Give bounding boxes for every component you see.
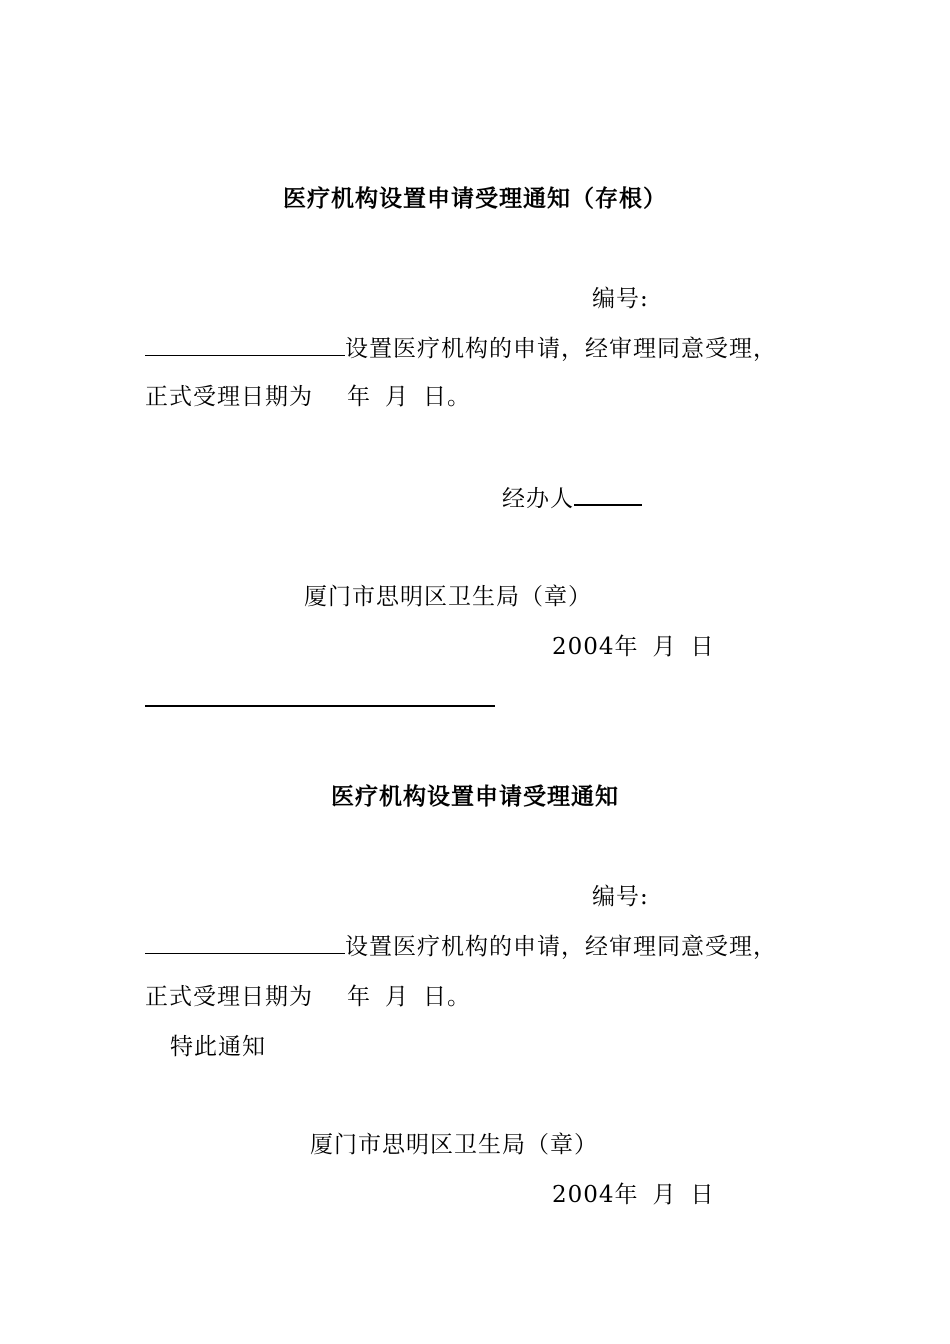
notice-date-day-label: 日 bbox=[690, 1182, 715, 1208]
stub-handler-blank[interactable] bbox=[574, 484, 642, 506]
stub-date-year: 2004 bbox=[552, 634, 615, 660]
notice-date-year-label: 年 bbox=[614, 1182, 639, 1208]
stub-issue-date bbox=[552, 632, 715, 662]
notice-application-line bbox=[145, 932, 777, 962]
notice-date-line bbox=[145, 982, 471, 1012]
stub-date-year-label: 年 bbox=[614, 634, 639, 660]
stub-issuer: 厦门市思明区卫生局（章） bbox=[304, 584, 592, 610]
stub-date-month-label: 月 bbox=[652, 634, 677, 660]
stub-date-yue: 月 bbox=[385, 384, 409, 410]
stub-application-text: 设置医疗机构的申请，经审理同意受理， bbox=[345, 336, 777, 362]
notice-date-ri: 日。 bbox=[423, 984, 471, 1010]
notice-date-month-label: 月 bbox=[652, 1182, 677, 1208]
stub-number-label: 编号: bbox=[592, 286, 649, 312]
stub-date-day-label: 日 bbox=[690, 634, 715, 660]
notice-number-label: 编号: bbox=[592, 884, 649, 910]
notice-closing: 特此通知 bbox=[170, 1034, 266, 1060]
notice-issuer: 厦门市思明区卫生局（章） bbox=[310, 1132, 598, 1158]
stub-application-line bbox=[145, 334, 777, 364]
stub-date-nian: 年 bbox=[347, 384, 371, 410]
cut-line-divider bbox=[145, 705, 495, 707]
notice-applicant-blank[interactable] bbox=[145, 933, 345, 954]
notice-date-prefix: 正式受理日期为 bbox=[145, 984, 313, 1010]
stub-applicant-blank[interactable] bbox=[145, 335, 345, 356]
notice-title: 医疗机构设置申请受理通知 bbox=[331, 783, 619, 810]
notice-date-nian: 年 bbox=[347, 984, 371, 1010]
notice-issue-date bbox=[552, 1180, 715, 1210]
stub-date-prefix: 正式受理日期为 bbox=[145, 384, 313, 410]
stub-handler-line bbox=[502, 484, 642, 514]
stub-date-line bbox=[145, 382, 471, 412]
notice-date-year: 2004 bbox=[552, 1182, 615, 1208]
stub-title: 医疗机构设置申请受理通知（存根） bbox=[283, 185, 667, 212]
stub-handler-label: 经办人 bbox=[502, 486, 574, 512]
notice-application-text: 设置医疗机构的申请，经审理同意受理， bbox=[345, 934, 777, 960]
notice-date-yue: 月 bbox=[385, 984, 409, 1010]
stub-date-ri: 日。 bbox=[423, 384, 471, 410]
